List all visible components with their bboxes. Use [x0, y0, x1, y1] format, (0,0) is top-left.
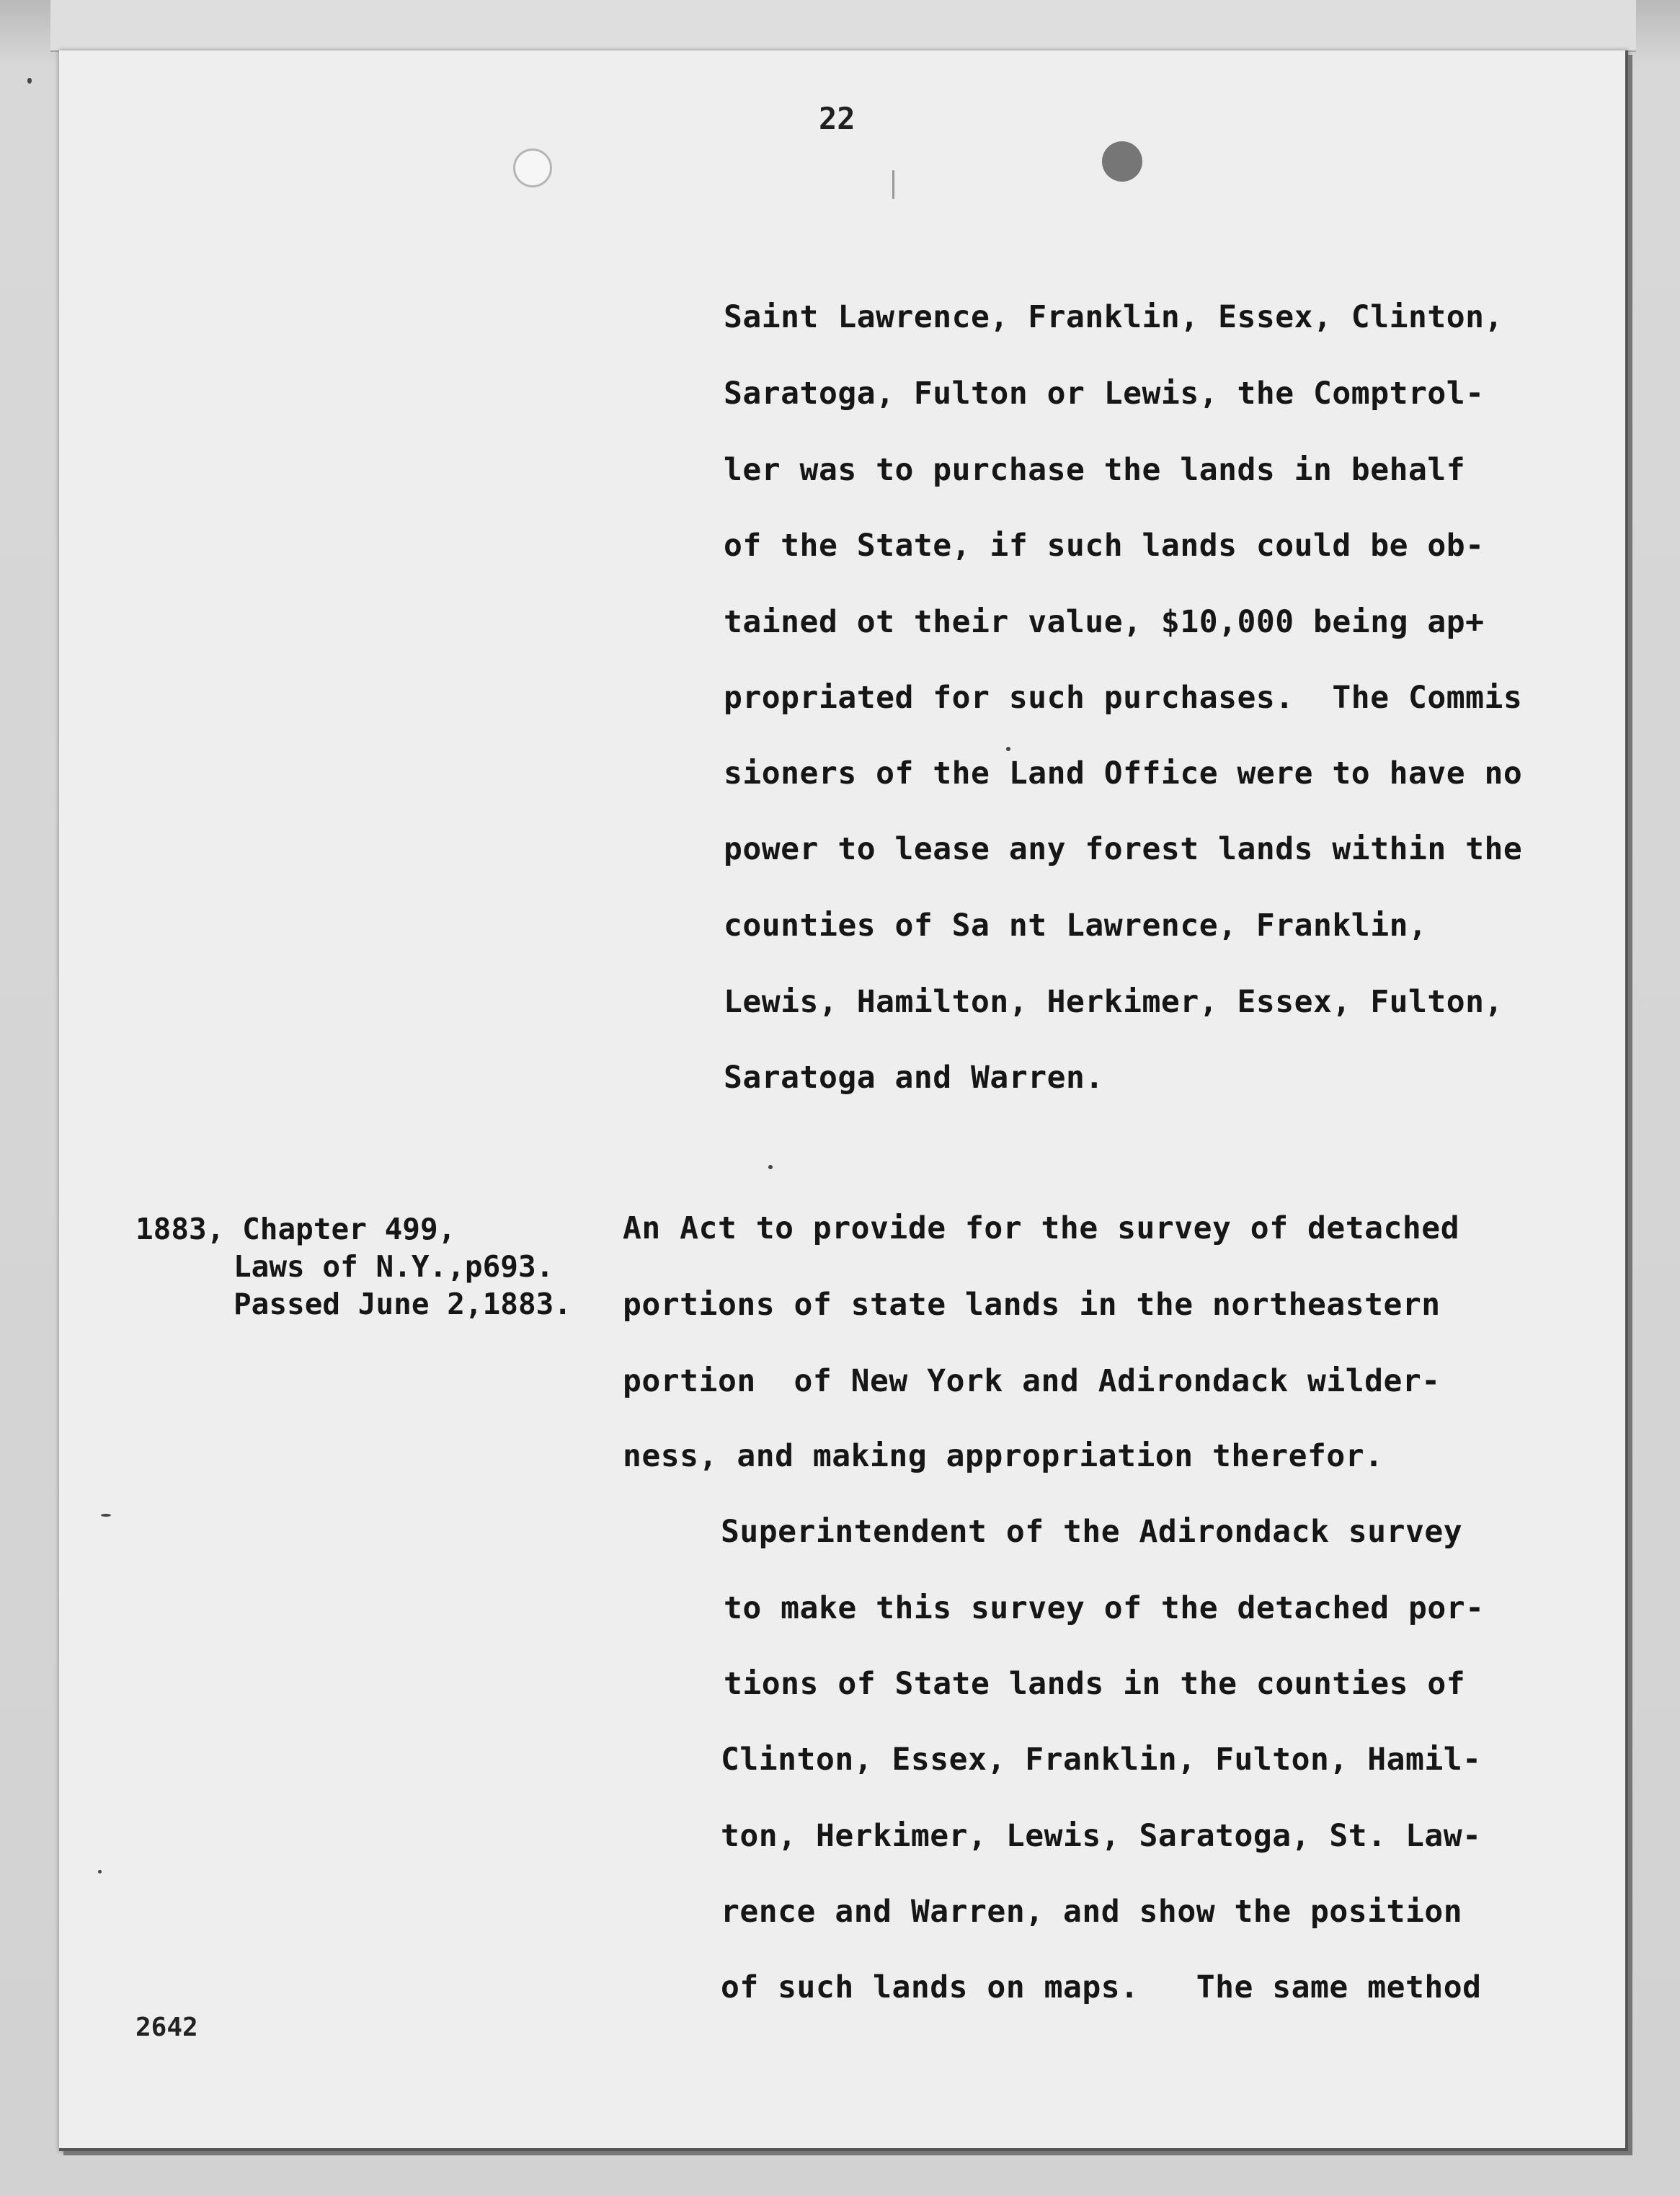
text-line: tions of State lands in the counties of [724, 1666, 1466, 1702]
text-line: An Act to provide for the survey of detached [623, 1210, 1460, 1246]
binder-hole-left [513, 148, 552, 187]
text-line: Superintendent of the Adirondack survey [721, 1514, 1463, 1550]
scan-speck [1006, 747, 1010, 751]
text-line: power to lease any forest lands within the [724, 831, 1523, 867]
text-line: Saratoga and Warren. [724, 1060, 1104, 1096]
text-line: sioners of the Land Office were to have no [724, 755, 1523, 791]
citation-line: 1883, Chapter 499, [135, 1212, 456, 1246]
text-line: ness, and making appropriation therefor. [623, 1438, 1384, 1474]
text-line: of such lands on maps. The same method [721, 1969, 1482, 2005]
binder-hole-right [1102, 141, 1142, 182]
text-line: ton, Herkimer, Lewis, Saratoga, St. Law- [721, 1818, 1482, 1854]
citation-line: Passed June 2,1883. [234, 1287, 572, 1321]
text-line: Saratoga, Fulton or Lewis, the Comptrol- [724, 376, 1485, 412]
text-line: of the State, if such lands could be ob- [724, 528, 1485, 564]
scan-speck [101, 1514, 111, 1517]
page-number: 22 [819, 101, 855, 136]
text-line: tained ot their value, $10,000 being ap+ [724, 604, 1485, 640]
text-line: counties of Sa nt Lawrence, Franklin, [724, 908, 1428, 944]
citation-line: Laws of N.Y.,p693. [234, 1249, 554, 1284]
text-line: Clinton, Essex, Franklin, Fulton, Hamil- [721, 1742, 1482, 1778]
text-line: Lewis, Hamilton, Herkimer, Essex, Fulton, [724, 984, 1503, 1020]
scan-speck [768, 1165, 773, 1169]
text-line: ler was to purchase the lands in behalf [724, 452, 1466, 488]
text-line: to make this survey of the detached por- [724, 1590, 1485, 1626]
text-line: Saint Lawrence, Franklin, Essex, Clinton, [724, 299, 1503, 335]
scan-speck [27, 78, 32, 84]
text-line: rence and Warren, and show the position [721, 1894, 1463, 1930]
text-line: portions of state lands in the northeastern [623, 1287, 1441, 1323]
text-line: propriated for such purchases. The Commis [724, 680, 1523, 716]
folio-number: 2642 [135, 2013, 198, 2042]
scan-mark [892, 170, 894, 199]
scan-speck [98, 1870, 102, 1873]
underlying-page-edge [50, 0, 1636, 52]
text-line: portion of New York and Adirondack wilder- [623, 1363, 1441, 1399]
